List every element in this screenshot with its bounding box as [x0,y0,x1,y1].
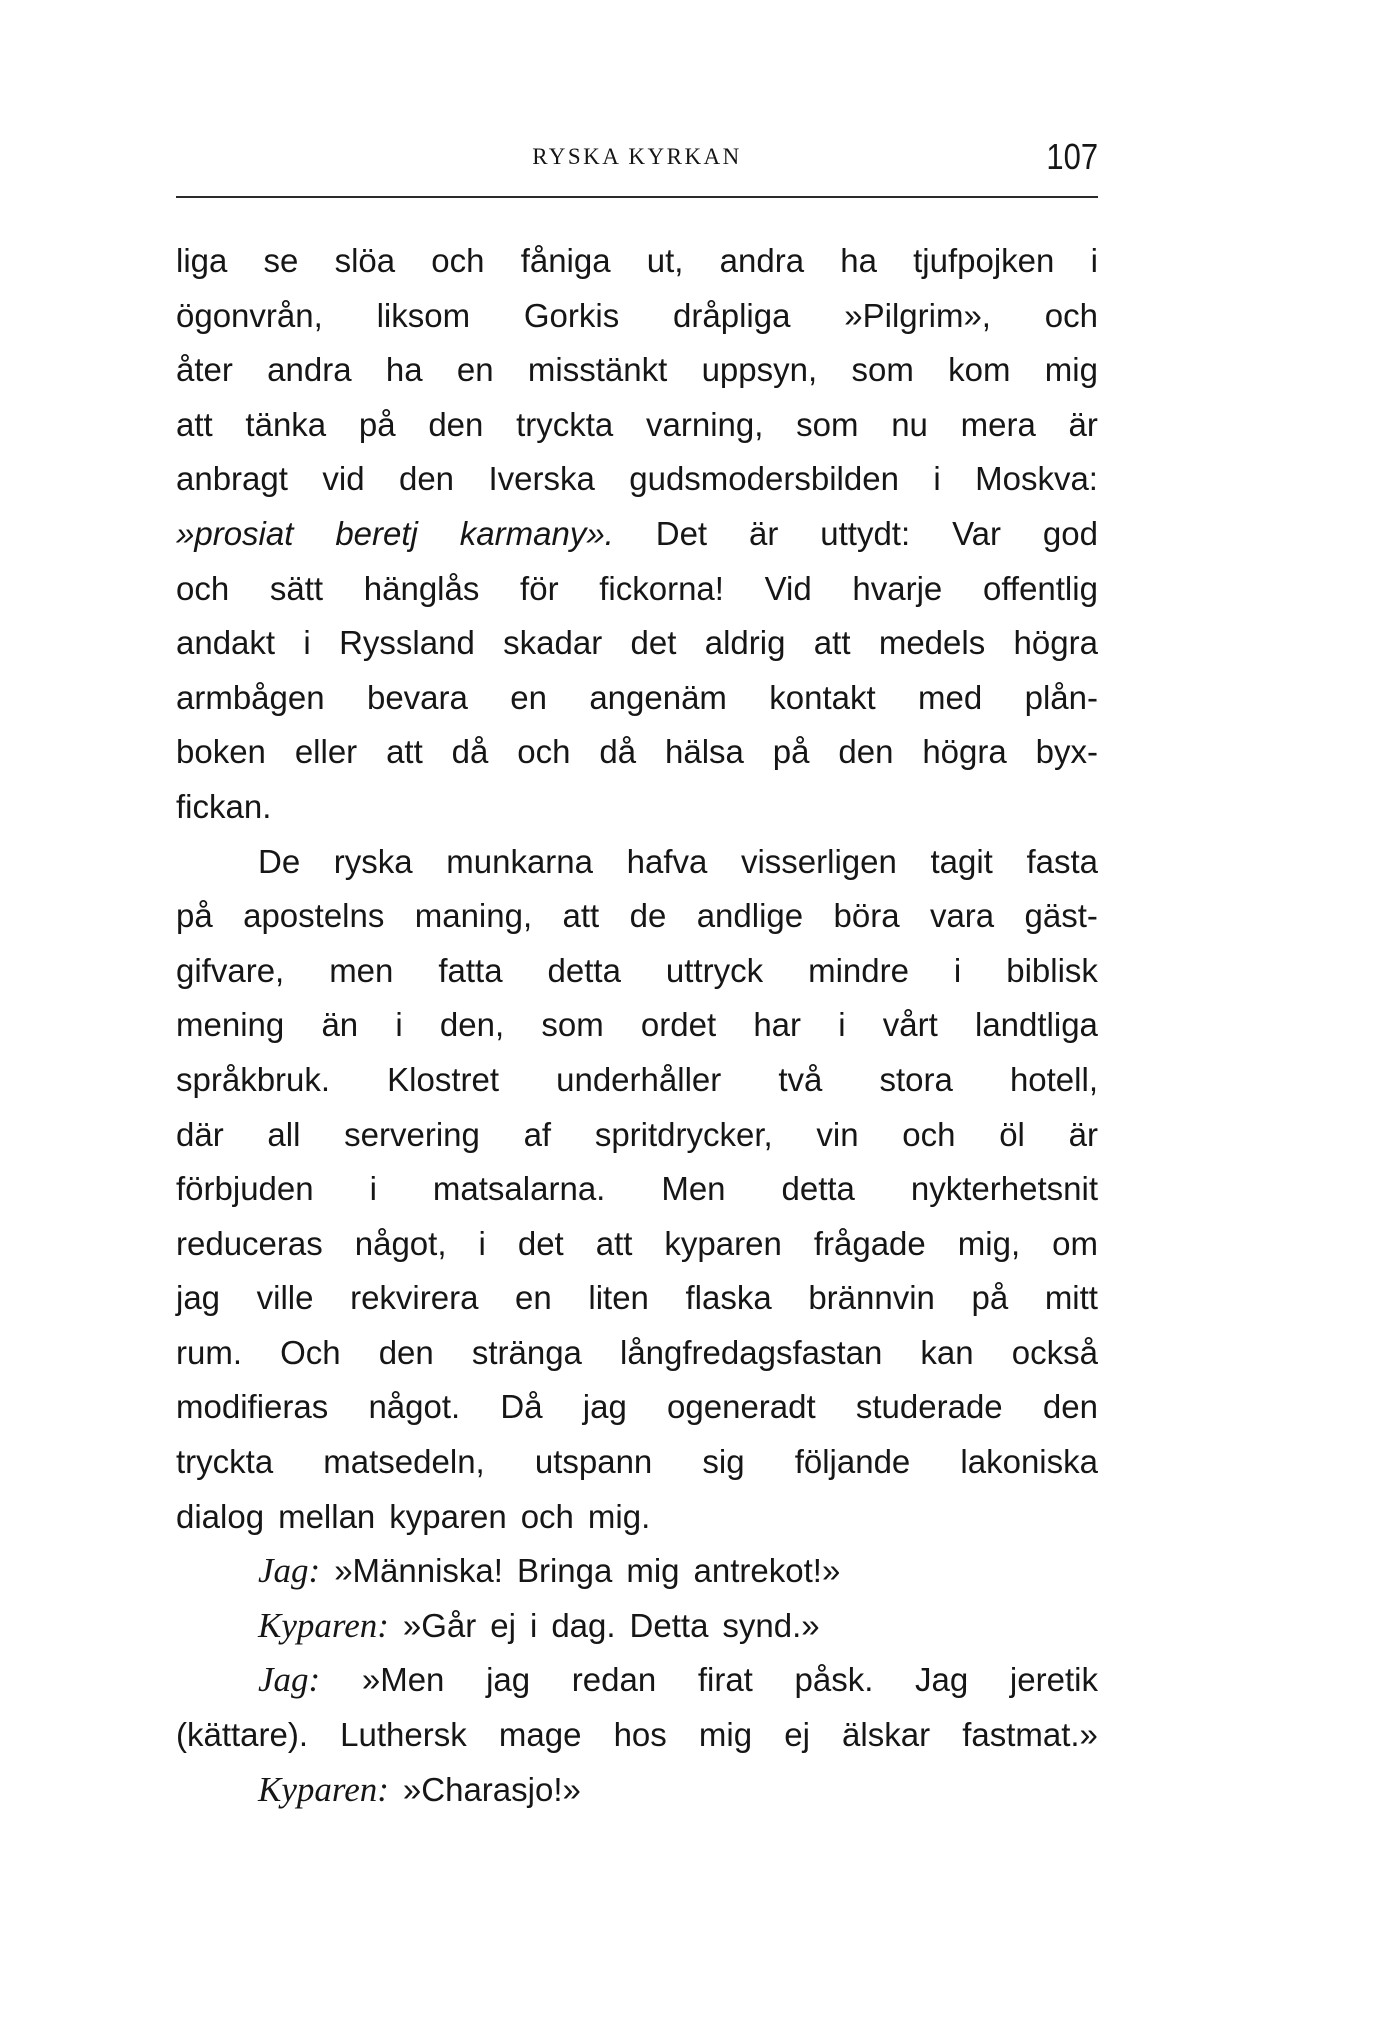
word: gäst- [1024,897,1098,935]
text-line [176,780,1098,835]
word: »Charasjo!» [402,1770,581,1808]
word: med [918,678,983,716]
text-line [176,562,1098,617]
word: skadar [503,624,603,662]
word: De [258,842,301,880]
word: om [1052,1224,1098,1262]
word: öl [999,1115,1025,1153]
word: vara [929,897,995,935]
word: sätt [269,569,324,607]
word: matsedeln, [323,1443,485,1481]
word: den [838,733,894,771]
word: liksom [376,296,471,334]
word: jag [582,1388,627,1426]
word: den, [439,1006,505,1044]
word: är [749,514,779,552]
word: i [838,1006,846,1044]
word: som [851,351,914,389]
word: munkarna [446,842,593,880]
word: beretj [335,514,418,552]
word: en [456,351,494,389]
word: gifvare, [176,951,285,989]
word: och [431,242,485,279]
word: något, [354,1224,447,1262]
word: spritdrycker, [594,1115,773,1153]
word: uttydt: [820,514,911,552]
word: att [386,733,423,771]
speaker-label: Kyparen: [258,1605,389,1645]
word: i [303,624,311,662]
word: liga [176,242,228,279]
word: kyparen [664,1224,782,1262]
word: och [517,733,571,771]
word: att [595,1224,633,1262]
text-line [176,1108,1098,1163]
word: nykterhetsnit [910,1170,1098,1208]
word: stora [879,1060,953,1098]
text-line [176,889,1098,944]
word: något. [368,1388,461,1426]
word: ordet [640,1006,717,1044]
word: offentlig [982,569,1098,607]
word: tryckta [176,1443,274,1481]
word: andra [719,242,805,279]
word: »Människa! [334,1552,503,1590]
word: gudsmodersbilden [629,460,899,498]
word: språkbruk. [176,1060,331,1098]
word: fasta [1026,842,1098,880]
word: ryska [333,842,413,880]
word: och [1044,296,1098,334]
word: Jag [915,1661,969,1699]
word: studerade [855,1388,1003,1426]
word: i [933,460,941,498]
word: högra [922,733,1007,771]
word: »Pilgrim», [844,296,991,334]
word: men [329,951,394,989]
text-line [176,452,1098,507]
word: brännvin [808,1279,935,1317]
word: detta [781,1170,855,1208]
word: den [1042,1388,1098,1426]
text-line [176,725,1098,780]
word: mig [698,1716,753,1754]
text-line [176,671,1098,726]
word: Moskva: [975,460,1098,498]
text-line [176,1162,1098,1217]
word: än [321,1006,359,1044]
running-title: RYSKA KYRKAN [532,144,742,169]
word: mig [626,1552,680,1590]
word: anbragt [176,460,288,498]
word: ej [490,1606,516,1644]
word: hänglås [363,569,480,607]
word: vid [322,460,365,498]
word: dialog [176,1497,265,1535]
header-rule [176,196,1098,198]
word: ogeneradt [667,1388,816,1426]
word: boken [176,733,266,771]
word: det [630,624,677,662]
word: (kättare). [176,1716,309,1754]
word: dråpliga [673,296,791,334]
word: modifieras [176,1388,329,1426]
word: ha [385,351,423,389]
word: böra [833,897,900,935]
word: i [369,1170,377,1208]
word: Gorkis [523,296,620,334]
word: den [398,460,455,498]
word: »Men [361,1661,445,1699]
word: jag [486,1661,531,1699]
word: »Går [402,1606,477,1644]
word: armbågen [176,678,325,716]
word: är [1068,405,1098,443]
word: mig, [957,1224,1021,1262]
word: Iverska [488,460,595,498]
word: i [395,1006,403,1044]
speaker-label: Jag: [258,1551,321,1591]
word: redan [571,1661,657,1699]
word: det [517,1224,564,1262]
word: rum. [176,1333,242,1371]
text-line [176,1271,1098,1326]
word: tagit [930,842,993,880]
speaker-label: Jag: [258,1660,321,1700]
word: mening [176,1006,285,1044]
word: medels [878,624,986,662]
word: slöa [334,242,396,279]
word: ej [784,1716,810,1754]
word: af [523,1115,552,1153]
word: utspann [534,1443,653,1481]
word: bevara [366,678,468,716]
word: god [1042,514,1098,552]
word: rekvirera [350,1279,479,1317]
text-line [176,1435,1098,1490]
text-line [176,998,1098,1053]
word: detta [547,951,621,989]
word: högra [1013,624,1098,662]
word: lakoniska [960,1443,1098,1481]
word: Men [661,1170,726,1208]
word: på [358,405,396,443]
word: ut, [646,242,684,279]
body-text [176,234,1098,1817]
word: visserligen [740,842,897,880]
word: den [378,1333,434,1371]
word: då [451,733,489,771]
word: mig. [587,1497,651,1535]
word: kontakt [769,678,876,716]
word: också [1011,1333,1098,1371]
word: nu [891,405,928,443]
word: misstänkt [527,351,668,389]
word: att [562,897,600,935]
word: vin [816,1115,859,1153]
word: påsk. [794,1661,874,1699]
word: dag. [551,1606,616,1644]
word: Klostret [387,1060,500,1098]
page-number: 107 [1046,136,1098,177]
word: flaska [685,1279,772,1317]
word: och [520,1497,574,1535]
word: jeretik [1009,1661,1098,1699]
word: där [176,1115,224,1153]
word: plån- [1024,678,1098,716]
word: hvarje [852,569,943,607]
word: Och [280,1333,341,1371]
word: Bringa [516,1552,613,1590]
text-line [176,616,1098,671]
text-line [176,398,1098,453]
word: andlige [696,897,804,935]
text-line [176,343,1098,398]
word: synd.» [722,1606,820,1644]
word: har [753,1006,802,1044]
word: Luthersk [340,1716,467,1754]
word: i [953,951,962,989]
word: då [599,733,637,771]
word: frågade [813,1224,926,1262]
word: Det [655,514,708,552]
word: reduceras [176,1224,323,1262]
word: kom [948,351,1011,389]
word: på [176,897,213,935]
text-line [176,1326,1098,1381]
word: varning, [646,405,764,443]
text-line [176,234,1098,289]
word: i [529,1606,538,1644]
word: andakt [176,624,276,662]
text-line [176,1763,1098,1818]
word: för [520,569,559,607]
word: eller [294,733,358,771]
word: mitt [1044,1279,1098,1317]
word: kan [920,1333,974,1371]
word: matsalarna. [432,1170,606,1208]
word: Vid [764,569,812,607]
word: ville [256,1279,314,1317]
word: jag [176,1279,221,1317]
word: apostelns [243,897,385,935]
word: tjufpojken [913,242,1055,279]
word: långfredagsfastan [619,1333,883,1371]
word: liten [588,1279,649,1317]
word: uppsyn, [701,351,818,389]
word: följande [794,1443,911,1481]
word: »prosiat [176,514,294,552]
word: två [778,1060,823,1098]
word: som [796,405,859,443]
word: hos [613,1716,667,1754]
word: och [902,1115,956,1153]
word: som [541,1006,604,1044]
word: fatta [438,951,503,989]
text-line [176,1217,1098,1272]
word: mellan [278,1497,376,1535]
word: fåniga [520,242,611,279]
word: vårt [882,1006,938,1044]
word: fickorna! [599,569,724,607]
word: mig [1044,351,1098,389]
word: ögonvrån, [176,296,323,334]
word: älskar [842,1716,931,1754]
word: hotell, [1009,1060,1098,1098]
page-header [176,136,1098,186]
word: på [772,733,810,771]
word: den [428,405,484,443]
word: all [267,1115,301,1153]
word: landtliga [974,1006,1098,1044]
word: åter [176,351,233,389]
word: mera [960,405,1036,443]
word: antrekot!» [693,1552,841,1590]
text-line [176,507,1098,562]
word: Var [952,514,1001,552]
word: mage [498,1716,582,1754]
speaker-label: Kyparen: [258,1769,389,1809]
word: byx- [1035,733,1098,771]
word: tryckta [516,405,614,443]
word: servering [344,1115,480,1153]
word: aldrig [704,624,786,662]
word: se [263,242,299,279]
text-line [176,835,1098,890]
word: Då [500,1388,543,1426]
text-line [176,944,1098,999]
text-line [176,1053,1098,1108]
word: i [1090,242,1098,279]
word: en [515,1279,552,1317]
word: Detta [629,1606,709,1644]
word: biblisk [1006,951,1098,989]
word: en [510,678,547,716]
word: i [478,1224,486,1262]
word: hälsa [664,733,744,771]
word: kyparen [389,1497,507,1535]
text-line [176,289,1098,344]
word: att [813,624,851,662]
word: på [971,1279,1009,1317]
word: mindre [808,951,909,989]
text-line [176,1653,1098,1708]
word: andra [267,351,352,389]
word: fickan. [176,787,272,825]
word: stränga [471,1333,582,1371]
word: karmany». [459,514,614,552]
text-line [176,1490,1098,1545]
word: är [1068,1115,1098,1153]
text-line [176,1544,1098,1599]
text-line [176,1599,1098,1654]
word: och [176,569,230,607]
word: fastmat.» [962,1716,1098,1754]
word: hafva [626,842,708,880]
word: uttryck [665,951,764,989]
word: Ryssland [339,624,475,662]
word: tänka [245,405,327,443]
word: firat [697,1661,753,1699]
word: ha [840,242,877,279]
word: underhåller [556,1060,722,1098]
word: maning, [414,897,533,935]
text-line [176,1380,1098,1435]
word: angenäm [589,678,727,716]
word: sig [702,1443,745,1481]
text-line [176,1708,1098,1763]
word: förbjuden [176,1170,314,1208]
word: de [629,897,667,935]
word: att [176,405,213,443]
